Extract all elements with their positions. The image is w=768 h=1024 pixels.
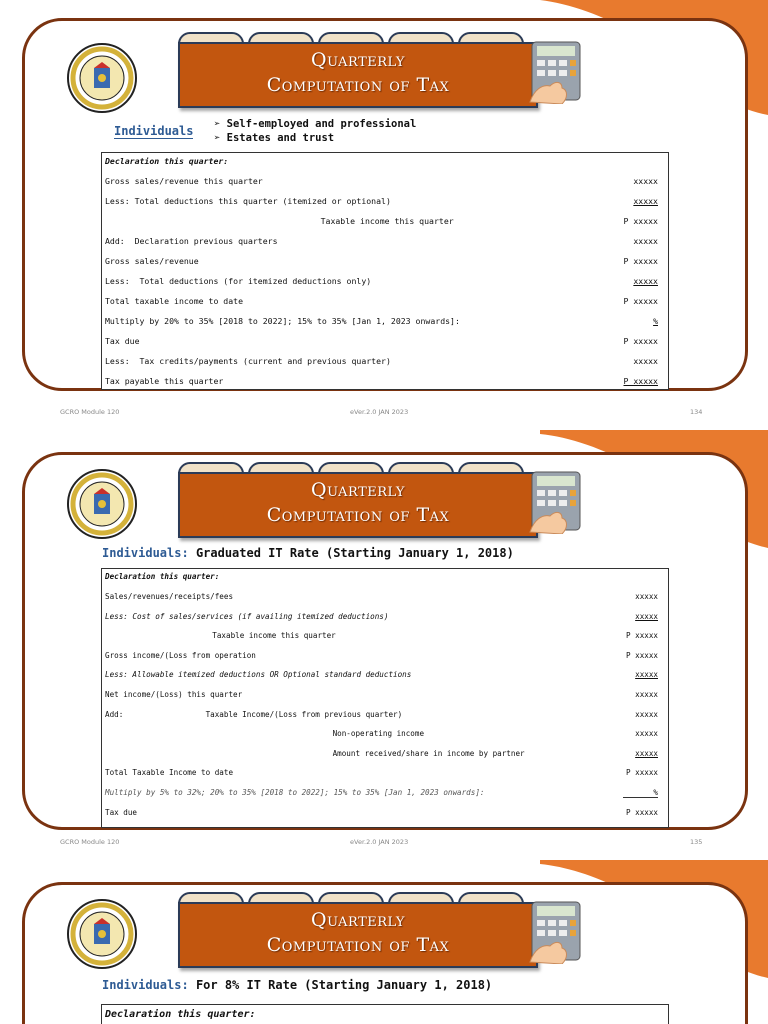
table-row: Less: Total deductions (for itemized deductions only) xxxxx [105, 276, 658, 286]
footer-version: eVer.2.0 JAN 2023 [350, 408, 409, 416]
table-row: Less: Allowable itemized deductions OR Optional standard deductions xxxxx [105, 670, 658, 680]
page-number: 135 [690, 838, 703, 846]
table-row: Non-operating income xxxxx [232, 729, 658, 739]
slide-title: Quarterly Computation of Tax [266, 909, 450, 956]
table-row: Less: Cost of sales/services (if availing itemized deductions) xxxxx [105, 611, 658, 621]
bullet-item: ➢ Estates and trust [214, 132, 335, 144]
slide-135 [0, 430, 768, 860]
footer-module: GCRO Module 120 [60, 838, 120, 846]
subheading [102, 546, 514, 560]
calculator-hand-icon [528, 900, 584, 964]
table-row: Less: Total deductions this quarter (itemized or optional) xxxxx [105, 196, 658, 206]
computation-table [101, 568, 669, 828]
title-banner [172, 30, 590, 108]
title-banner [172, 460, 590, 538]
table-row: Declaration this quarter: [105, 572, 220, 581]
category-label: Individuals: [102, 978, 189, 992]
category-label: Individuals: [102, 546, 189, 560]
table-row: Gross income/(Loss from operation P xxxxx [105, 650, 658, 660]
table-row: Total taxable income to date P xxxxx [105, 296, 658, 306]
table-row: Tax payable this quarter P xxxxx [105, 376, 658, 386]
slide-134 [0, 0, 768, 430]
calculator-hand-icon [528, 470, 584, 534]
slide-title: Quarterly Computation of Tax [266, 49, 450, 96]
table-row: Declaration this quarter: [105, 156, 229, 166]
subtitle: For 8% IT Rate (Starting January 1, 2018) [195, 978, 493, 992]
bir-seal-icon [66, 898, 138, 970]
table-row: Tax due P xxxxx [105, 336, 658, 346]
table-row: Gross sales/revenue P xxxxx [105, 256, 658, 266]
computation-table [101, 152, 669, 390]
table-row: Multiply by 5% to 32%; 20% to 35% [2018 to 2022]; 15% to 35% [Jan 1, 2023 onwards]: % [105, 787, 658, 797]
table-row: Taxable income this quarter P xxxxx [222, 216, 658, 226]
calculator-hand-icon [528, 40, 584, 104]
table-row: Gross sales/revenue this quarter xxxxx [105, 176, 658, 186]
table-row: Sales/revenues/receipts/fees xxxxx [105, 592, 658, 601]
table-row: Net income/(Loss) this quarter xxxxx [105, 689, 658, 699]
table-row: Tax due P xxxxx [105, 807, 658, 817]
table-row: Add: Taxable Income/(Loss from previous quarter) xxxxx [105, 709, 658, 719]
table-row: Taxable income this quarter P xxxxx [162, 631, 658, 641]
slide-title: Quarterly Computation of Tax [266, 479, 450, 526]
table-row: Declaration this quarter: [105, 1009, 256, 1020]
computation-table [101, 1004, 669, 1024]
bir-seal-icon [66, 42, 138, 114]
table-row: Multiply by 20% to 35% [2018 to 2022]; 15% to 35% [Jan 1, 2023 onwards]: % [105, 316, 658, 326]
bir-seal-icon [66, 468, 138, 540]
slide-next [0, 860, 768, 1024]
title-banner [172, 890, 590, 968]
table-row: Add: Declaration previous quarters xxxxx [105, 236, 658, 246]
category-label: Individuals [114, 124, 194, 138]
table-row: Amount received/share in income by partner xxxxx [232, 748, 658, 758]
table-row: Total Taxable Income to date P xxxxx [105, 768, 658, 778]
footer-version: eVer.2.0 JAN 2023 [350, 838, 409, 846]
footer-module: GCRO Module 120 [60, 408, 120, 416]
table-row: Less: Tax credits/payments (current and previous quarter) xxxxx [105, 356, 658, 366]
bullet-item: ➢ Self-employed and professional [214, 118, 417, 130]
page-number: 134 [690, 408, 703, 416]
subtitle: Graduated IT Rate (Starting January 1, 2018) [195, 546, 514, 560]
subheading [102, 978, 492, 992]
